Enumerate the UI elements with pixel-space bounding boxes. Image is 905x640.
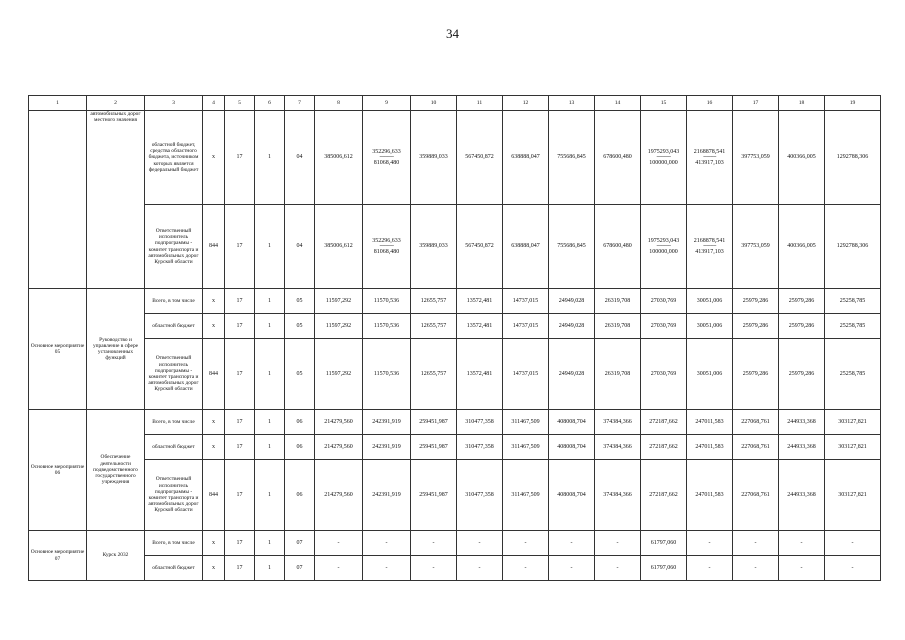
value-cell: 25979,286	[733, 314, 779, 339]
value-cell: 567450,872	[457, 111, 503, 205]
funding-source-cell: областной бюджет	[145, 435, 203, 460]
value-cell: 408008,704	[549, 435, 595, 460]
value-cell: -	[363, 531, 411, 556]
value-cell: 26319,708	[595, 314, 641, 339]
value-cell: 272187,662	[641, 460, 687, 531]
page-number: 34	[446, 26, 459, 41]
value-cell: 30051,006	[687, 289, 733, 314]
amount-total: 352296,633	[372, 237, 401, 244]
funding-source-cell: Ответственный исполнитель подпрограммы - комитет транспорта и автомобильных дорог Курской области	[145, 205, 203, 289]
value-cell: 25258,785	[825, 289, 881, 314]
value-cell: 12655,757	[411, 289, 457, 314]
col-header: 4	[203, 96, 225, 111]
col-header: 13	[549, 96, 595, 111]
amount-total: 2168878,541	[693, 237, 726, 244]
value-cell: -	[315, 556, 363, 581]
value-cell: 27030,769	[641, 314, 687, 339]
value-cell: -	[687, 556, 733, 581]
value-cell: 397753,059	[733, 205, 779, 289]
value-cell: 17	[225, 289, 255, 314]
measure-name-cell: Курск 2032	[87, 531, 145, 581]
value-cell: х	[203, 314, 225, 339]
value-cell: 638888,047	[503, 111, 549, 205]
value-cell: -	[457, 556, 503, 581]
value-cell: 25258,785	[825, 314, 881, 339]
value-cell: 1	[255, 205, 285, 289]
value-cell: 17	[225, 435, 255, 460]
measure-name-cell: автомобильных дорог местного значения	[87, 111, 145, 289]
value-cell: 17	[225, 556, 255, 581]
col-header: 12	[503, 96, 549, 111]
value-cell: -	[457, 531, 503, 556]
table-row	[29, 435, 881, 460]
value-cell: 11570,536	[363, 289, 411, 314]
value-cell: 06	[285, 435, 315, 460]
value-cell: 06	[285, 460, 315, 531]
value-cell: 259451,987	[411, 410, 457, 435]
value-cell: 408008,704	[549, 460, 595, 531]
value-cell: 11570,536	[363, 339, 411, 410]
value-cell: 214279,560	[315, 410, 363, 435]
value-cell: 24949,028	[549, 314, 595, 339]
value-cell: 310477,358	[457, 460, 503, 531]
value-cell: 17	[225, 410, 255, 435]
measure-name-cell: Обеспечение деятельности подведомственного государственного учреждения	[87, 410, 145, 531]
value-cell: 12655,757	[411, 314, 457, 339]
value-cell: 359889,033	[411, 205, 457, 289]
funding-source-cell: Всего, в том числе	[145, 410, 203, 435]
value-cell: 844	[203, 460, 225, 531]
value-cell: 247011,583	[687, 435, 733, 460]
value-cell: 06	[285, 410, 315, 435]
amount-total: 352296,633	[372, 148, 401, 155]
col-header: 11	[457, 96, 503, 111]
value-cell: 25979,286	[779, 339, 825, 410]
value-cell: 13572,481	[457, 339, 503, 410]
value-cell: 07	[285, 556, 315, 581]
value-cell: 244933,368	[779, 460, 825, 531]
value-cell: 259451,987	[411, 460, 457, 531]
value-cell: 26319,708	[595, 289, 641, 314]
value-cell: 244933,368	[779, 410, 825, 435]
value-cell: 385006,612	[315, 111, 363, 205]
col-header: 2	[87, 96, 145, 111]
value-cell: -	[595, 531, 641, 556]
value-cell: 303127,821	[825, 435, 881, 460]
value-cell: 242391,919	[363, 435, 411, 460]
funding-source-cell: областной бюджет	[145, 556, 203, 581]
value-cell: 374384,366	[595, 435, 641, 460]
value-cell: -	[825, 531, 881, 556]
value-cell: -	[411, 531, 457, 556]
value-cell: 755686,845	[549, 111, 595, 205]
table-row	[29, 339, 881, 410]
value-cell: 11597,292	[315, 339, 363, 410]
table-row	[29, 460, 881, 531]
col-header: 15	[641, 96, 687, 111]
value-cell: 397753,059	[733, 111, 779, 205]
fraction-separator: ------------	[656, 154, 671, 160]
table-row	[29, 556, 881, 581]
value-cell	[641, 205, 687, 289]
funding-source-cell: областной бюджет	[145, 314, 203, 339]
value-cell: 374384,366	[595, 410, 641, 435]
value-cell: 214279,560	[315, 435, 363, 460]
value-cell: 25979,286	[779, 289, 825, 314]
table-row	[29, 289, 881, 314]
value-cell: 844	[203, 339, 225, 410]
event-cell: Основное мероприятие 05	[29, 289, 87, 410]
value-cell: 26319,708	[595, 339, 641, 410]
value-cell: 11597,292	[315, 314, 363, 339]
value-cell: 844	[203, 205, 225, 289]
value-cell: 400366,005	[779, 111, 825, 205]
value-cell: 1	[255, 314, 285, 339]
fraction-separator: ------------	[656, 243, 671, 249]
amount-federal: 413917,103	[695, 159, 724, 166]
value-cell: 25979,286	[733, 289, 779, 314]
value-cell: -	[549, 556, 595, 581]
value-cell: 242391,919	[363, 410, 411, 435]
value-cell: -	[733, 531, 779, 556]
value-cell: 14737,015	[503, 339, 549, 410]
funding-source-cell: областной бюджет, средства областного бюджета, источником которых является федеральный бюджет	[145, 111, 203, 205]
value-cell: 310477,358	[457, 410, 503, 435]
header-row	[29, 96, 881, 111]
value-cell: -	[733, 556, 779, 581]
value-cell: -	[779, 531, 825, 556]
value-cell: 11570,536	[363, 314, 411, 339]
value-cell: 272187,662	[641, 410, 687, 435]
col-header: 5	[225, 96, 255, 111]
value-cell: 678600,480	[595, 205, 641, 289]
value-cell: 227068,761	[733, 410, 779, 435]
col-header: 6	[255, 96, 285, 111]
col-header: 10	[411, 96, 457, 111]
col-header: 17	[733, 96, 779, 111]
budget-table	[28, 95, 881, 581]
value-cell: 1292788,306	[825, 111, 881, 205]
value-cell: 17	[225, 111, 255, 205]
table-row	[29, 111, 881, 205]
amount-federal: 100000,000	[649, 248, 678, 255]
amount-total: 1975293,043	[647, 237, 680, 244]
funding-source-cell: Всего, в том числе	[145, 289, 203, 314]
measure-name-cell: Руководство и управление в сфере установленных функций	[87, 289, 145, 410]
value-cell: 12655,757	[411, 339, 457, 410]
value-cell: 1	[255, 435, 285, 460]
value-cell: -	[549, 531, 595, 556]
value-cell: -	[503, 556, 549, 581]
value-cell: 567450,872	[457, 205, 503, 289]
value-cell: -	[687, 531, 733, 556]
value-cell: 1	[255, 289, 285, 314]
col-header: 19	[825, 96, 881, 111]
value-cell: 678600,480	[595, 111, 641, 205]
value-cell: 07	[285, 531, 315, 556]
value-cell: -	[595, 556, 641, 581]
value-cell: 227068,761	[733, 435, 779, 460]
table-row	[29, 531, 881, 556]
value-cell: -	[825, 556, 881, 581]
fraction-separator: -----------	[703, 154, 716, 160]
value-cell: -	[315, 531, 363, 556]
amount-federal: 81068,480	[373, 248, 400, 255]
value-cell: 374384,366	[595, 460, 641, 531]
value-cell: 244933,368	[779, 435, 825, 460]
value-cell: 408008,704	[549, 410, 595, 435]
value-cell: 17	[225, 314, 255, 339]
value-cell: 359889,033	[411, 111, 457, 205]
value-cell: 1292788,306	[825, 205, 881, 289]
value-cell: 17	[225, 205, 255, 289]
table-row	[29, 314, 881, 339]
value-cell: 247011,583	[687, 410, 733, 435]
value-cell: 05	[285, 289, 315, 314]
value-cell: 1	[255, 111, 285, 205]
value-cell: -	[503, 531, 549, 556]
amount-federal: 100000,000	[649, 159, 678, 166]
value-cell: 310477,358	[457, 435, 503, 460]
col-header: 14	[595, 96, 641, 111]
value-cell: 303127,821	[825, 410, 881, 435]
value-cell: 13572,481	[457, 314, 503, 339]
value-cell: 25979,286	[733, 339, 779, 410]
table-row	[29, 410, 881, 435]
value-cell: 17	[225, 339, 255, 410]
value-cell: 13572,481	[457, 289, 503, 314]
table-row	[29, 205, 881, 289]
col-header: 1	[29, 96, 87, 111]
value-cell	[363, 111, 411, 205]
value-cell	[363, 205, 411, 289]
value-cell: 214279,560	[315, 460, 363, 531]
value-cell: 311467,509	[503, 435, 549, 460]
amount-federal: 81068,480	[373, 159, 400, 166]
value-cell: 1	[255, 531, 285, 556]
value-cell: 311467,509	[503, 460, 549, 531]
value-cell: 30051,006	[687, 314, 733, 339]
value-cell: 638888,047	[503, 205, 549, 289]
value-cell: -	[779, 556, 825, 581]
value-cell: 227068,761	[733, 460, 779, 531]
value-cell: х	[203, 435, 225, 460]
funding-source-cell: Ответственный исполнитель подпрограммы - комитет транспорта и автомобильных дорог Курской области	[145, 339, 203, 410]
value-cell: х	[203, 289, 225, 314]
value-cell: 30051,006	[687, 339, 733, 410]
value-cell: 27030,769	[641, 289, 687, 314]
value-cell: 1	[255, 556, 285, 581]
event-cell: Основное мероприятие 07	[29, 531, 87, 581]
col-header: 16	[687, 96, 733, 111]
event-cell: Основное мероприятие 06	[29, 410, 87, 531]
value-cell: х	[203, 111, 225, 205]
value-cell: 17	[225, 531, 255, 556]
funding-source-cell: Ответственный исполнитель подпрограммы - комитет транспорта и автомобильных дорог Курской области	[145, 460, 203, 531]
value-cell: х	[203, 531, 225, 556]
value-cell: 05	[285, 339, 315, 410]
value-cell: 25979,286	[779, 314, 825, 339]
amount-total: 2168878,541	[693, 148, 726, 155]
value-cell: 272187,662	[641, 435, 687, 460]
value-cell	[641, 111, 687, 205]
value-cell: х	[203, 410, 225, 435]
value-cell: 1	[255, 410, 285, 435]
value-cell: 61797,060	[641, 556, 687, 581]
value-cell: 05	[285, 314, 315, 339]
col-header: 8	[315, 96, 363, 111]
value-cell: 242391,919	[363, 460, 411, 531]
value-cell: 1	[255, 460, 285, 531]
value-cell: 24949,028	[549, 289, 595, 314]
value-cell: 24949,028	[549, 339, 595, 410]
value-cell: 14737,015	[503, 314, 549, 339]
value-cell: 04	[285, 205, 315, 289]
value-cell: 27030,769	[641, 339, 687, 410]
event-cell	[29, 111, 87, 289]
value-cell: 11597,292	[315, 289, 363, 314]
value-cell: 259451,987	[411, 435, 457, 460]
fraction-separator: ------------	[379, 154, 394, 160]
amount-total: 1975293,043	[647, 148, 680, 155]
value-cell: 17	[225, 460, 255, 531]
value-cell: 400366,005	[779, 205, 825, 289]
value-cell: 61797,060	[641, 531, 687, 556]
value-cell: 755686,845	[549, 205, 595, 289]
value-cell: 1	[255, 339, 285, 410]
amount-federal: 413917,103	[695, 248, 724, 255]
value-cell: 04	[285, 111, 315, 205]
value-cell	[687, 111, 733, 205]
value-cell: 385006,612	[315, 205, 363, 289]
col-header: 9	[363, 96, 411, 111]
value-cell: 303127,821	[825, 460, 881, 531]
fraction-separator: ------------	[379, 243, 394, 249]
col-header: 7	[285, 96, 315, 111]
col-header: 3	[145, 96, 203, 111]
value-cell: -	[363, 556, 411, 581]
value-cell: 247011,583	[687, 460, 733, 531]
col-header: 18	[779, 96, 825, 111]
funding-source-cell: Всего, в том числе	[145, 531, 203, 556]
value-cell: х	[203, 556, 225, 581]
fraction-separator: -----------	[703, 243, 716, 249]
value-cell	[687, 205, 733, 289]
value-cell: -	[411, 556, 457, 581]
value-cell: 25258,785	[825, 339, 881, 410]
value-cell: 14737,015	[503, 289, 549, 314]
value-cell: 311467,509	[503, 410, 549, 435]
